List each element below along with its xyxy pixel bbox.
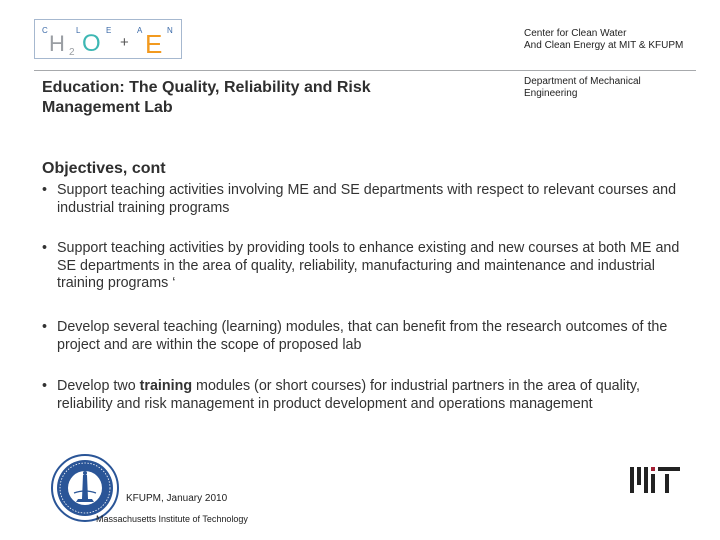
kfupm-seal-icon bbox=[50, 453, 120, 523]
lab-title bbox=[42, 78, 472, 118]
department-name bbox=[524, 76, 694, 100]
logo-letter-n: N bbox=[167, 26, 173, 35]
slide-subtitle: Objectives, cont bbox=[42, 160, 166, 177]
objective-text: Support teaching activities by providing tools to enhance existing and new courses at both ME and SE departments in the area of quality, reliability, manufacturing and maintenance and industrial training programs ‘ bbox=[57, 240, 680, 291]
logo-plus: + bbox=[120, 34, 129, 51]
logo-o: O bbox=[82, 30, 101, 57]
objective-text-bold: training bbox=[139, 378, 193, 394]
lab-title-line1: Education: The Quality, Reliability and Risk bbox=[42, 79, 371, 96]
objective-text: Support teaching activities involving ME and SE departments with respect to relevant courses and industrial training programs bbox=[57, 182, 677, 216]
footer-date: KFUPM, January 2010 bbox=[126, 493, 228, 504]
objective-text bbox=[42, 378, 682, 413]
bullet-icon: • bbox=[42, 182, 48, 198]
logo-letter-a: A bbox=[137, 26, 143, 35]
bullet-icon: • bbox=[42, 319, 48, 335]
objective-text: Develop several teaching (learning) modules, that can benefit from the research outcomes of the project and are within the scope of proposed lab bbox=[57, 319, 668, 353]
logo-letter-c: C bbox=[42, 26, 48, 35]
center-name bbox=[524, 28, 714, 52]
objective-item bbox=[42, 319, 682, 354]
center-name-line2: And Clean Energy at MIT & KFUPM bbox=[524, 40, 684, 51]
clean-logo bbox=[34, 19, 182, 59]
objective-item bbox=[42, 240, 682, 293]
objective-item bbox=[42, 378, 682, 413]
logo-sub-2: 2 bbox=[69, 47, 75, 58]
mit-logo-icon bbox=[630, 467, 680, 493]
objective-text-pre: Develop two bbox=[57, 378, 140, 394]
bullet-icon: • bbox=[42, 240, 48, 256]
logo-e: E bbox=[145, 29, 163, 58]
lab-title-line2: Management Lab bbox=[42, 99, 173, 116]
bullet-icon: • bbox=[42, 378, 48, 394]
objective-text-post: modules (or short courses) for industrial partners in the area of quality, reliability and risk management in product development and operations management bbox=[57, 378, 640, 412]
logo-letter-e: E bbox=[106, 26, 112, 35]
footer-institution: Massachusetts Institute of Technology bbox=[96, 514, 248, 524]
header-divider bbox=[34, 70, 696, 71]
center-name-line1: Center for Clean Water bbox=[524, 28, 627, 39]
department-line2: Engineering bbox=[524, 88, 578, 99]
department-line1: Department of Mechanical bbox=[524, 76, 641, 87]
logo-h: H bbox=[49, 31, 65, 56]
logo-letter-l: L bbox=[76, 26, 81, 35]
objective-item bbox=[42, 182, 682, 217]
